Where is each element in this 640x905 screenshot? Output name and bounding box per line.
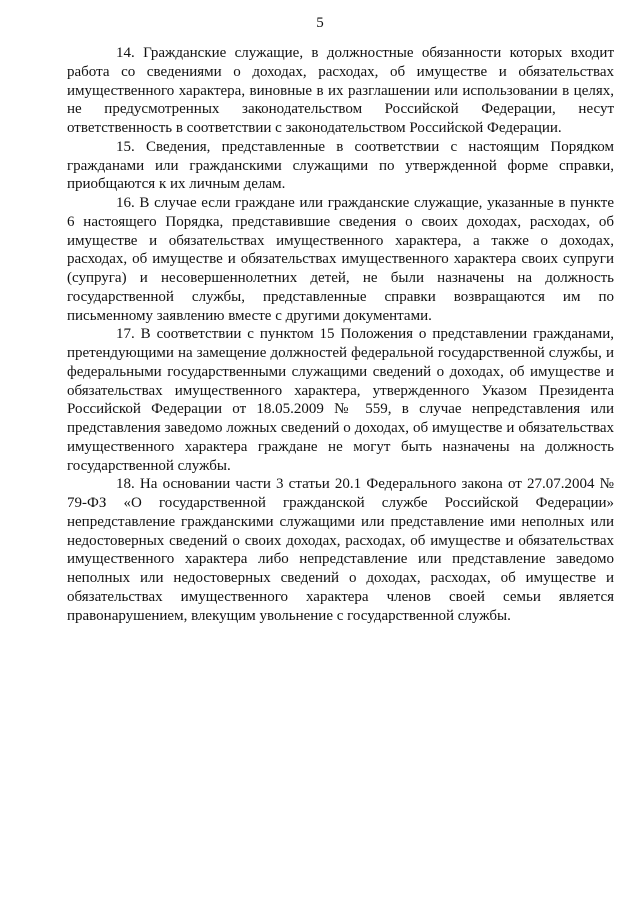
paragraph-18: 18. На основании части 3 статьи 20.1 Федерального закона от 27.07.2004 № 79-ФЗ «О государственной гражданской службе Российской Федерации» непредставление гражданскими служащими или представление ими неполных или недостоверных сведений о своих доходах, расходах, об имуществе и обязательствах имущественного характера либо непредставление или представление заведомо неполных или недостоверных сведений о доходах, расходах, об имуществе и обязательствах имущественного характера членов своей семьи является правонарушением, влекущим увольнение с государственной службы. xyxy=(67,476,614,624)
document-body xyxy=(67,44,614,625)
paragraph-15: 15. Сведения, представленные в соответствии с настоящим Порядком гражданами или гражданскими служащими по утвержденной форме справки, приобщаются к их личным делам. xyxy=(67,138,614,193)
paragraph-17: 17. В соответствии с пунктом 15 Положения о представлении гражданами, претендующими на замещение должностей федеральной государственной службы, и федеральными государственными служащими сведений о доходах, об имуществе и обязательствах имущественного характера, утвержденного Указом Президента Российской Федерации от 18.05.2009 № 559, в случае непредставления или представления заведомо ложных сведений о доходах, об имуществе и обязательствах имущественного характера граждане не могут быть назначены на должность государственной службы. xyxy=(67,326,614,474)
paragraph-14: 14. Гражданские служащие, в должностные обязанности которых входит работа со сведениями о доходах, расходах, об имуществе и обязательствах имущественного характера, виновные в их разглашении или использовании в целях, не предусмотренных законодательством Российской Федерации, несут ответственность в соответствии с законодательством Российской Федерации. xyxy=(67,45,614,136)
paragraph-16: 16. В случае если граждане или гражданские служащие, указанные в пункте 6 настоящего Порядка, представившие сведения о своих доходах, расходах, об имуществе и обязательствах имущественного характера, а также о доходах, расходах, об имуществе и обязательствах имущественного характера своих супруги (супруга) и несовершеннолетних детей, не были назначены на должность государственной службы, представленные справки возвращаются им по письменному заявлению вместе с другими документами. xyxy=(67,195,614,324)
page-number: 5 xyxy=(316,15,324,31)
